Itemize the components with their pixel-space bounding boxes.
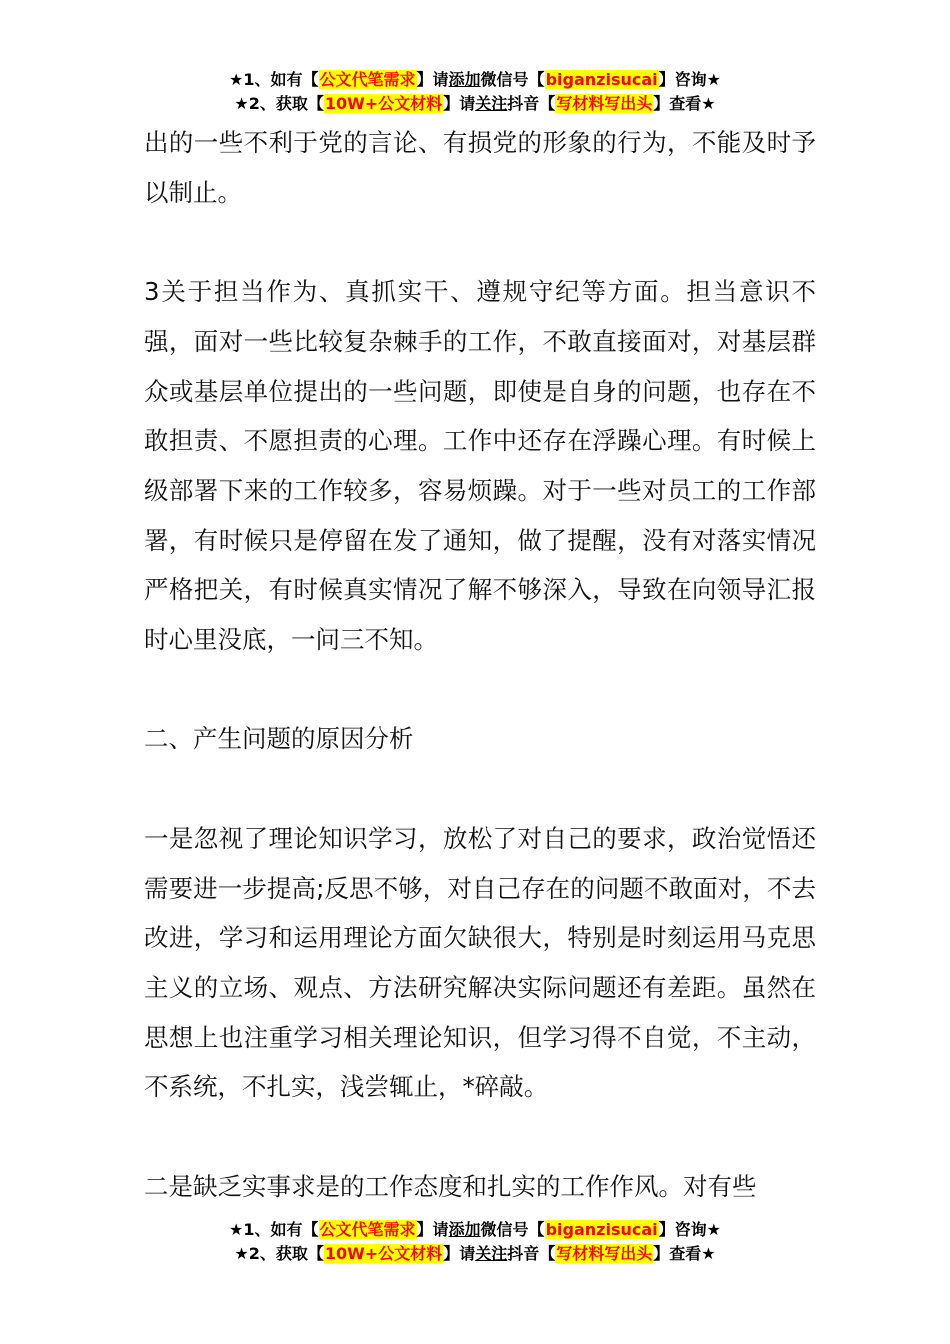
- paragraph-reason-2: 二是缺乏实事求是的工作态度和扎实的工作作风。对有些: [144, 1171, 757, 1201]
- section-heading: 二、产生问题的原因分析: [144, 724, 414, 754]
- paragraph-gap: [144, 665, 816, 715]
- highlight-wechat-id: biganzisucai: [545, 70, 658, 89]
- document-body: [144, 118, 816, 1211]
- banner-line-2: ★2、获取【10W+公文材料】请关注抖音【写材料写出头】查看★: [234, 94, 716, 113]
- highlight-service: 公文代笔需求: [319, 1220, 416, 1239]
- paragraph-gap: [144, 217, 816, 267]
- highlight-douyin-name: 写材料写出头: [556, 94, 653, 113]
- banner-line-1: ★1、如有【公文代笔需求】请添加微信号【biganzisucai】咨询★: [229, 1220, 721, 1239]
- header-banner: [0, 68, 950, 116]
- banner-line-2: ★2、获取【10W+公文材料】请关注抖音【写材料写出头】查看★: [234, 1244, 716, 1263]
- highlight-service: 公文代笔需求: [319, 70, 416, 89]
- paragraph-gap: [144, 764, 816, 814]
- highlight-materials: 10W+公文材料: [324, 1244, 443, 1263]
- paragraph-continuation: 出的一些不利于党的言论、有损党的形象的行为，不能及时予以制止。: [144, 128, 816, 207]
- paragraph-section-3: 3关于担当作为、真抓实干、遵规守纪等方面。担当意识不强，面对一些比较复杂棘手的工作，不敢直接面对，对基层群众或基层单位提出的一些问题，即使是自身的问题，也存在不敢担责、不愿担责的心理。工作中还存在浮躁心理。有时候上级部署下来的工作较多，容易烦躁。对于一些对员工的工作部署，有时候只是停留在发了通知，做了提醒，没有对落实情况严格把关，有时候真实情况了解不够深入，导致在向领导汇报时心里没底，一问三不知。: [144, 277, 816, 655]
- banner-line-1: ★1、如有【公文代笔需求】请添加微信号【biganzisucai】咨询★: [229, 70, 721, 89]
- paragraph-gap: [144, 1112, 816, 1162]
- highlight-wechat-id: biganzisucai: [545, 1220, 658, 1239]
- highlight-materials: 10W+公文材料: [324, 94, 443, 113]
- highlight-douyin-name: 写材料写出头: [556, 1244, 653, 1263]
- paragraph-reason-1: 一是忽视了理论知识学习，放松了对自己的要求，政治觉悟还需要进一步提高;反思不够，对自己存在的问题不敢面对，不去改进，学习和运用理论方面欠缺很大，特别是时刻运用马克思主义的立场、观点、方法研究解决实际问题还有差距。虽然在思想上也注重学习相关理论知识，但学习得不自觉，不主动，不系统，不扎实，浅尝辄止，*碎敲。: [144, 823, 816, 1102]
- footer-banner: [0, 1218, 950, 1266]
